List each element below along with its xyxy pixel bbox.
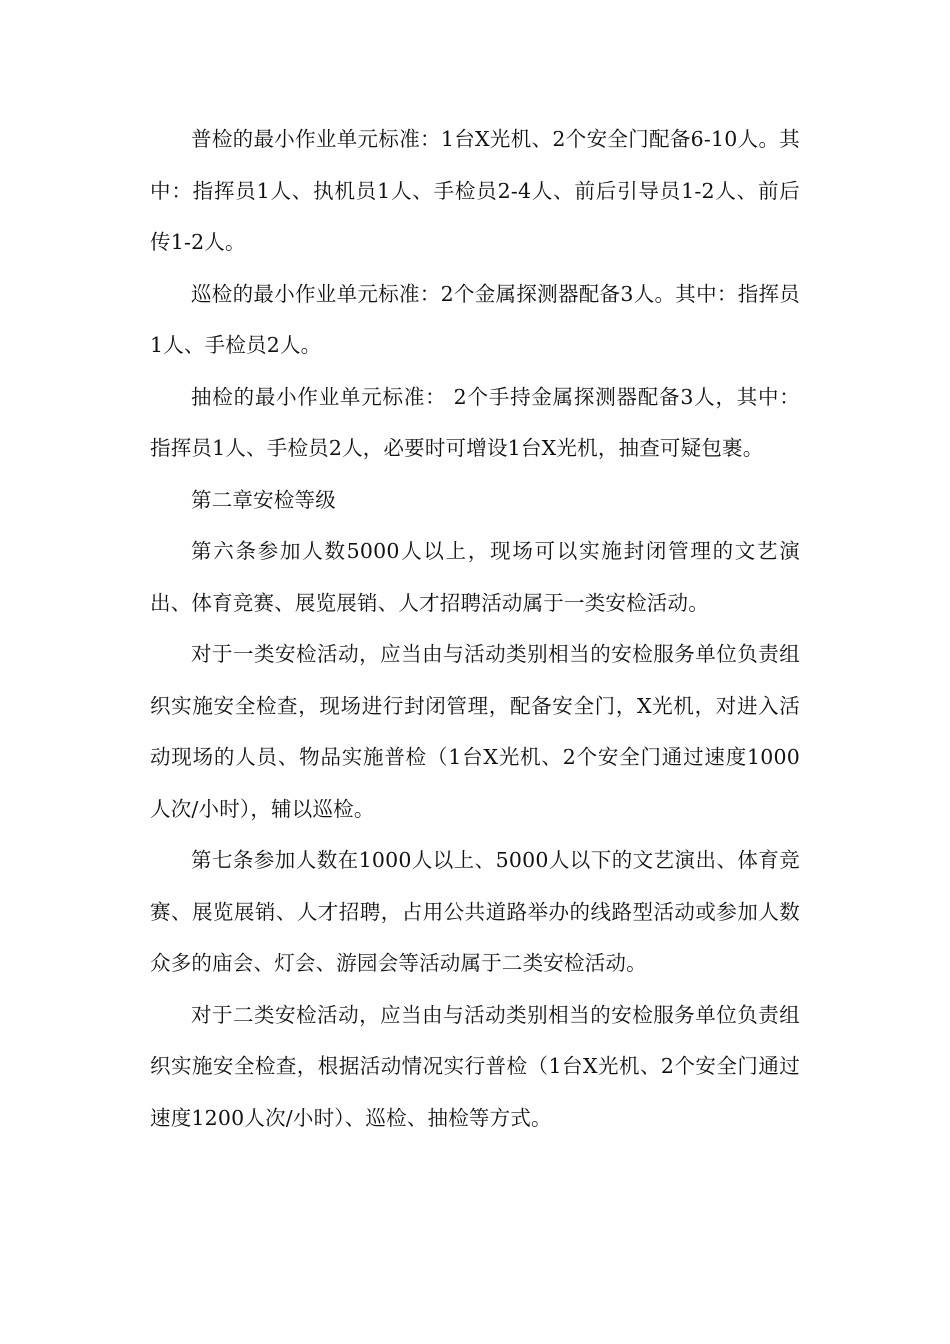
- paragraph-spot-check-standard: 抽检的最小作业单元标准： 2个手持金属探测器配备3人，其中：指挥员1人、手检员2人，必要时可增设1台X光机，抽查可疑包裹。: [150, 384, 800, 460]
- paragraph-article-7: 第七条参加人数在1000人以上、5000人以下的文艺演出、体育竞赛、展览展销、人才招聘，占用公共道路举办的线路型活动或参加人数众多的庙会、灯会、游园会等活动属于二类安检活动。: [150, 848, 800, 975]
- paragraph-general-check-standard: 普检的最小作业单元标准：1台X光机、2个安全门配备6-10人。其中：指挥员1人、执机员1人、手检员2-4人、前后引导员1-2人、前后传1-2人。: [150, 127, 800, 254]
- paragraph-class-two-activity: 对于二类安检活动，应当由与活动类别相当的安检服务单位负责组织实施安全检查，根据活动情况实行普检（1台X光机、2个安全门通过速度1200人次/小时）、巡检、抽检等方式。: [150, 1002, 800, 1130]
- document-body: [150, 114, 800, 1144]
- paragraph-patrol-check-standard: 巡检的最小作业单元标准：2个金属探测器配备3人。其中：指挥员1人、手检员2人。: [150, 281, 800, 357]
- paragraph-class-one-activity: 对于一类安检活动，应当由与活动类别相当的安检服务单位负责组织实施安全检查，现场进行封闭管理，配备安全门，X光机，对进入活动现场的人员、物品实施普检（1台X光机、2个安全门通过速度1000人次/小时），辅以巡检。: [150, 642, 800, 821]
- chapter-heading: 第二章安检等级: [191, 487, 336, 512]
- paragraph-article-6: 第六条参加人数5000人以上，现场可以实施封闭管理的文艺演出、体育竞赛、展览展销、人才招聘活动属于一类安检活动。: [150, 539, 800, 615]
